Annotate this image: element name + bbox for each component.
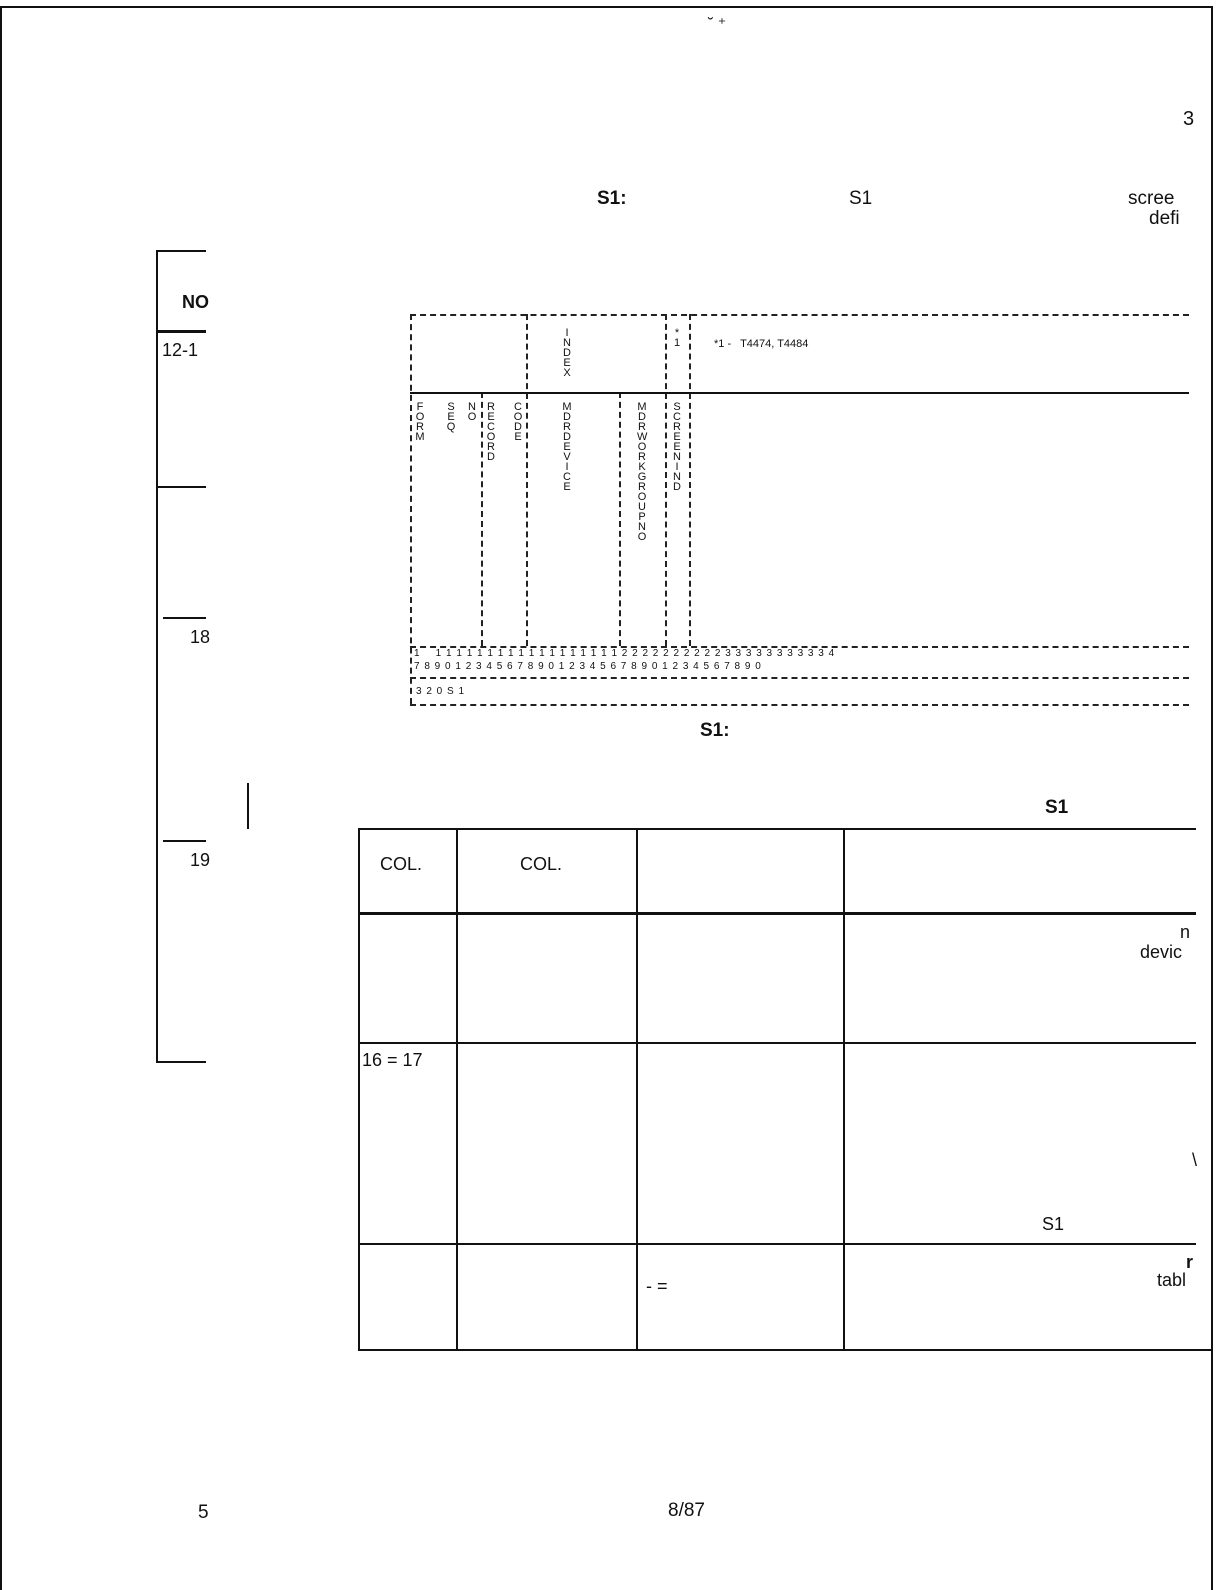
side-table-top-rule [156, 250, 206, 252]
side-table-row-2: 18 [190, 627, 211, 647]
form-caption: S1: [700, 720, 730, 741]
section-label-bold: S1: [597, 188, 627, 209]
table-row-3-note: tabl [1157, 1270, 1187, 1290]
form-column-numbers-1: 1 1 1 1 1 1 1 1 1 1 1 1 1 1 1 1 1 1 1 2 2 2 2 2 2 2 2 2 2 3 3 3 3 3 3 3 3 3 3 4 [414, 648, 836, 659]
form-field-record: RECORD [486, 401, 496, 463]
page-number-partial: 3 [1183, 108, 1195, 130]
side-table-rule-2 [156, 486, 206, 488]
side-table-rule-4 [163, 840, 206, 842]
form-value-row-top [410, 677, 1189, 679]
table-header-col-2: COL. [520, 854, 563, 874]
top-marks: ˘ ⁺ [708, 16, 727, 33]
table-row-2-mark: \ [1192, 1150, 1198, 1170]
form-note: *1 - T4474, T4484 [714, 338, 809, 350]
table-row-2-col: 16 = 17 [362, 1050, 423, 1070]
form-field-mdr-device: MDR DEVICE [562, 401, 572, 493]
form-star-label: *1 [673, 327, 681, 349]
side-table-header-rule [156, 330, 206, 333]
table-header-col-1: COL. [380, 854, 423, 874]
side-table-rule-3 [163, 617, 206, 619]
table-row-3-eq: - = [646, 1276, 668, 1296]
form-divider-5 [619, 392, 621, 646]
footer-left: 5 [198, 1502, 209, 1523]
side-table-row-1: 12-1 [162, 340, 199, 360]
form-field-code: CODE [513, 401, 523, 443]
screen-text-1: scree [1128, 188, 1175, 209]
form-field-mdr-work-group-no: MDR WORK GROUP NO [637, 401, 648, 543]
table-title: S1 [1045, 797, 1069, 818]
form-divider-2 [665, 314, 667, 646]
table-row-rule-2 [358, 1243, 1196, 1245]
table-top-rule [358, 828, 1196, 830]
side-table-bottom-rule [156, 1061, 206, 1063]
table-col-rule-3 [843, 828, 845, 1350]
page-frame-right [1211, 6, 1213, 1590]
table-bottom-rule [358, 1349, 1213, 1351]
form-divider-4 [481, 392, 483, 646]
table-col-rule-0 [358, 828, 360, 1350]
form-field-screen-ind: SCREEN IND [673, 401, 681, 493]
page-frame-top [0, 6, 1213, 8]
screen-text-2: defi [1149, 208, 1180, 229]
form-header-rule [410, 392, 1189, 394]
side-table-row-3: 19 [190, 850, 211, 870]
table-col-rule-2 [636, 828, 638, 1350]
form-divider-1 [526, 314, 528, 646]
form-bottom-border [410, 704, 1189, 706]
section-label-center: S1 [849, 188, 873, 209]
form-field-seq: SEQ [446, 401, 456, 433]
stray-vertical-mark [247, 783, 249, 829]
table-row-1-note-1: n [1180, 922, 1191, 942]
table-row-3-mark: r [1186, 1252, 1194, 1272]
form-divider-3 [689, 314, 691, 646]
form-field-no: NO [467, 401, 477, 423]
table-row-rule-1 [358, 1042, 1196, 1044]
form-value-row: 3 2 0 S 1 [416, 686, 466, 697]
form-column-numbers-2: 7 8 9 0 1 2 3 4 5 6 7 8 9 0 1 2 3 4 5 6 7 8 9 0 1 2 3 4 5 6 7 8 9 0 [414, 661, 762, 672]
footer-date: 8/87 [668, 1500, 705, 1521]
form-index-label: INDEX [563, 327, 571, 379]
side-table-header: NO [182, 292, 209, 312]
table-col-rule-1 [456, 828, 458, 1350]
table-header-rule [358, 912, 1196, 915]
table-row-1-note-2: devic [1140, 942, 1183, 962]
page-frame-left [0, 6, 2, 1590]
table-row-2-s1: S1 [1042, 1214, 1065, 1234]
side-table-left-rule [156, 250, 158, 1062]
form-field-form: FORM [415, 401, 425, 443]
